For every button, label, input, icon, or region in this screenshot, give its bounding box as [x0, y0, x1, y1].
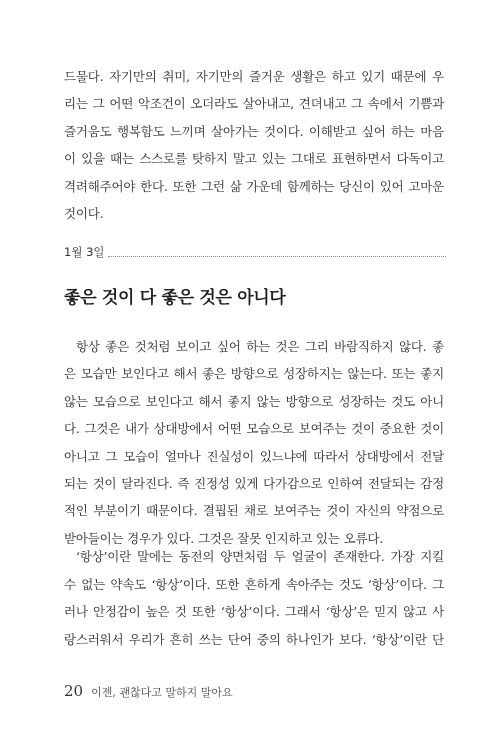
text-line: 되는 것이 달라진다. 즉 진정성 있게 다가감으로 인하여 전달되는 감정 [64, 475, 444, 491]
text-line: 받아들이는 경우가 있다. 그것은 잘못 인지하고 있는 오류다. [64, 530, 383, 546]
text-line: 은 모습만 보인다고 해서 좋은 방향으로 성장하지는 않는다. 또는 좋지 [64, 366, 444, 382]
text-line: 것이다. [64, 205, 104, 221]
entry-date: 1월 3일 [64, 245, 105, 259]
text-line: 아니고 그 모습이 얼마나 진실성이 있느냐에 따라서 상대방에서 전달 [64, 448, 444, 464]
text-line: 즐거움도 행복함도 느끼며 살아가는 것이다. 이해받고 싶어 하는 마음 [64, 123, 444, 139]
text-line: 랑스러워서 우리가 흔히 쓰는 단어 중의 하나인가 보다. ‘항상’이란 단 [64, 631, 444, 647]
entry-date-row [64, 246, 446, 260]
dotted-leader [108, 256, 446, 257]
text-line: 격려해주어야 한다. 또한 그런 삶 가운데 함께하는 당신이 있어 고마운 [64, 178, 444, 194]
page-footer [64, 682, 233, 700]
book-title: 이젠, 괜찮다고 말하지 말아요 [91, 686, 233, 699]
intro-paragraph [64, 69, 444, 233]
text-line: 항상 좋은 것처럼 보이고 싶어 하는 것은 그리 바람직하지 않다. 좋 [76, 339, 444, 354]
entry-paragraph-2 [64, 549, 444, 659]
text-line: 수 없는 약속도 ‘항상’이다. 또한 흔하게 속아주는 것도 ‘항상’이다. 그 [64, 576, 444, 592]
text-line: 다. 그것은 내가 상대방에서 어떤 모습으로 보여주는 것이 중요한 것이 [64, 421, 444, 437]
text-line: 리는 그 어떤 악조건이 오더라도 살아내고, 견뎌내고 그 속에서 기쁨과 [64, 96, 444, 112]
text-line: 적인 부분이기 때문이다. 결핍된 채로 보여주는 것이 자신의 약점으로 [64, 503, 444, 519]
page-number: 20 [64, 682, 84, 700]
text-line: ‘항상’이란 말에는 동전의 양면처럼 두 얼굴이 존재한다. 가장 지킬 [76, 549, 444, 564]
text-line: 이 있을 때는 스스로를 탓하지 말고 있는 그대로 표현하면서 다독이고 [64, 151, 444, 167]
text-line: 않는 모습으로 보인다고 해서 좋지 않는 방향으로 성장하는 것도 아니 [64, 393, 444, 409]
entry-title: 좋은 것이 다 좋은 것은 아니다 [64, 288, 286, 308]
text-line: 러나 안정감이 높은 것 또한 ‘항상’이다. 그래서 ‘항상’은 믿지 않고 사 [64, 604, 444, 620]
entry-paragraph-1 [64, 339, 444, 558]
text-line: 드물다. 자기만의 취미, 자기만의 즐거운 생활은 하고 있기 때문에 우 [64, 69, 444, 84]
